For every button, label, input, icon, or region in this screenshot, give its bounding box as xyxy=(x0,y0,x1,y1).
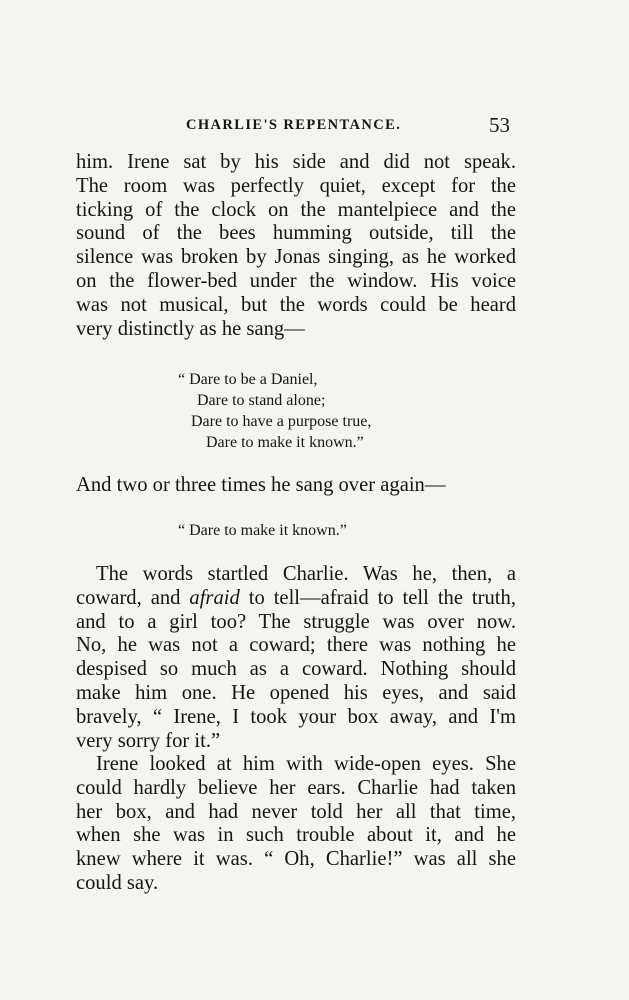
paragraph-4 xyxy=(76,753,516,896)
text-line: was not musical, but the words could be heard xyxy=(76,293,516,316)
text-line: very sorry for it.” xyxy=(76,729,221,752)
paragraph-2 xyxy=(76,474,496,498)
verse-stanza xyxy=(178,369,371,453)
text-line: knew where it was. “ Oh, Charlie!” was all she xyxy=(76,848,516,871)
text-fragment: to tell—afraid to tell the truth, xyxy=(239,586,516,609)
text-fragment: coward, and xyxy=(76,586,190,609)
italic-word: afraid xyxy=(189,586,240,609)
text-line: make him one. He opened his eyes, and said xyxy=(76,681,516,704)
running-title: CHARLIE'S REPENTANCE. xyxy=(186,117,402,133)
text-line xyxy=(76,587,516,611)
text-line: could say. xyxy=(76,871,159,894)
text-line: ticking of the clock on the mantelpiece and the xyxy=(76,198,516,221)
text-line: silence was broken by Jonas singing, as he worked xyxy=(76,246,516,269)
text-line: him. Irene sat by his side and did not speak. xyxy=(76,151,516,173)
text-line: when she was in such trouble about it, and he xyxy=(76,824,516,847)
verse-line: “ Dare to make it known.” xyxy=(178,522,347,539)
text-line: sound of the bees humming outside, till the xyxy=(76,222,516,245)
text-line: very distinctly as he sang— xyxy=(76,317,305,340)
text-line: The words startled Charlie. Was he, then, a xyxy=(96,563,516,585)
text-line: her box, and had never told her all that time, xyxy=(76,800,516,823)
verse-line: Dare to stand alone; xyxy=(197,392,326,409)
verse-refrain xyxy=(178,520,347,541)
verse-line: Dare to make it known.” xyxy=(206,434,364,451)
verse-line: “ Dare to be a Daniel, xyxy=(178,371,318,388)
text-line: bravely, “ Irene, I took your box away, and I'm xyxy=(76,705,516,728)
paragraph-1 xyxy=(76,151,516,341)
verse-line: Dare to have a purpose true, xyxy=(191,413,372,430)
text-line: And two or three times he sang over again— xyxy=(76,474,446,496)
text-line: and to a girl too? The struggle was over now. xyxy=(76,610,516,633)
text-line: despised so much as a coward. Nothing should xyxy=(76,658,516,681)
page-header xyxy=(0,113,629,143)
text-line: No, he was not a coward; there was nothing he xyxy=(76,634,516,657)
text-line: could hardly believe her ears. Charlie had taken xyxy=(76,776,516,799)
text-line: on the flower-bed under the window. His voice xyxy=(76,269,516,292)
paragraph-3 xyxy=(76,563,516,753)
page-number: 53 xyxy=(489,113,510,137)
text-line: The room was perfectly quiet, except for the xyxy=(76,174,516,197)
text-line: Irene looked at him with wide-open eyes. She xyxy=(96,753,516,775)
